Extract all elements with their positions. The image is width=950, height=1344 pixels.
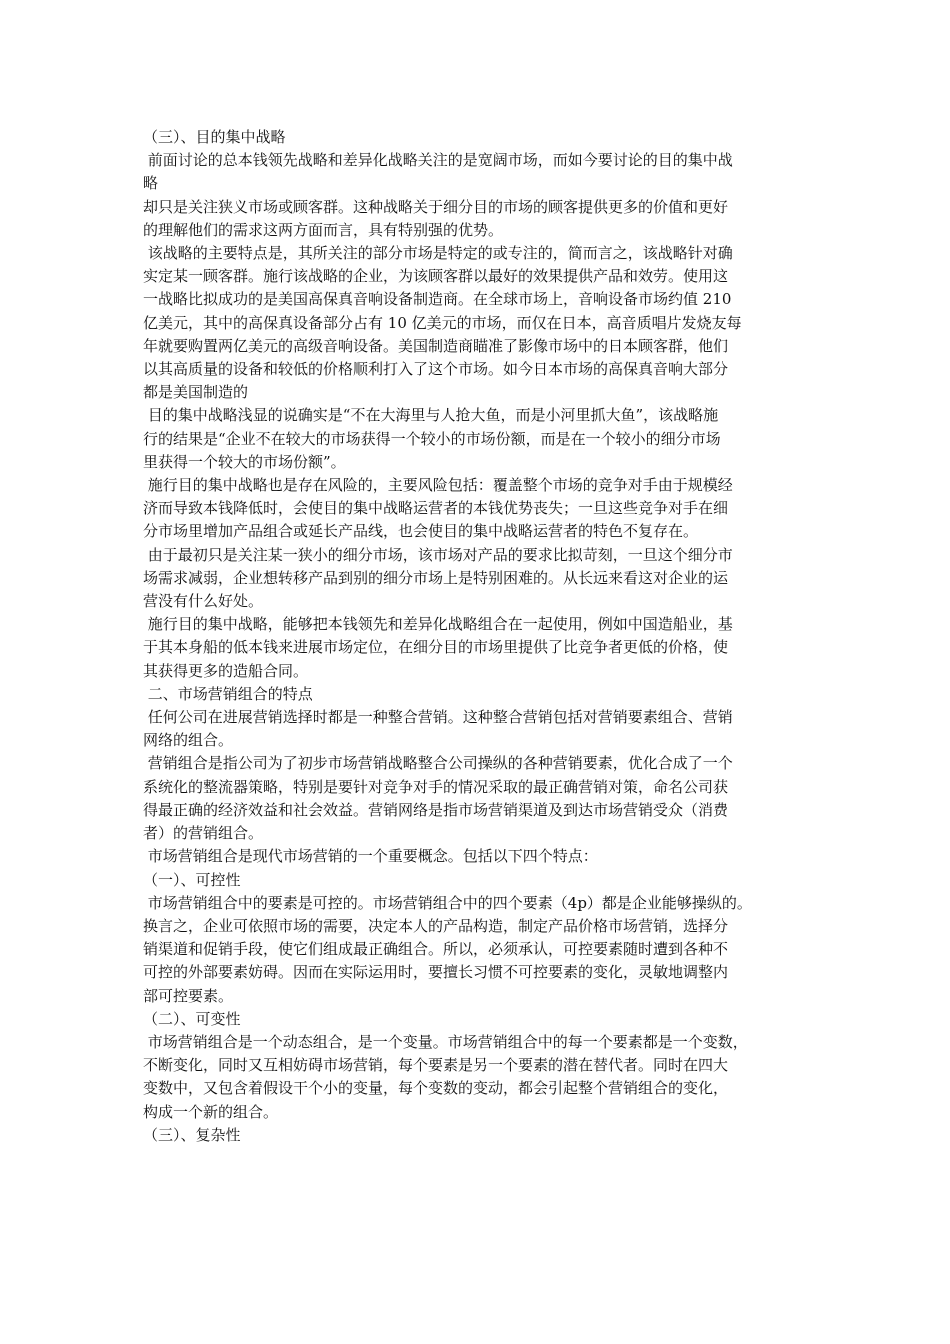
- paragraph-line: 者）的营销组合。: [143, 824, 264, 843]
- section-heading: （二）、可变性: [143, 1009, 241, 1028]
- paragraph-line: 施行目的集中战略，能够把本钱领先和差异化战略组合在一起使用，例如中国造船业，基: [143, 615, 733, 634]
- paragraph-line: 一战略比拟成功的是美国高保真音响设备制造商。在全球市场上，音响设备市场约值 210: [143, 290, 732, 309]
- paragraph-line: 的理解他们的需求这两方面而言，具有特别强的优势。: [143, 220, 504, 239]
- paragraph-line: 由于最初只是关注某一狭小的细分市场，该市场对产品的要求比拟苛刻，一旦这个细分市: [143, 545, 733, 564]
- document-body: [143, 126, 823, 1147]
- paragraph-line: 施行目的集中战略也是存在风险的，主要风险包括：覆盖整个市场的竞争对手由于规模经: [143, 476, 733, 495]
- paragraph-line: 销渠道和促销手段，使它们组成最正确组合。所以，必须承认，可控要素随时遭到各种不: [143, 940, 729, 959]
- paragraph-line: 实定某一顾客群。施行该战略的企业，为该顾客群以最好的效果提供产品和效劳。使用这: [143, 267, 729, 286]
- paragraph-line: 都是美国制造的: [143, 383, 249, 402]
- paragraph-line: 分市场里增加产品组合或延长产品线，也会使目的集中战略运营者的特色不复存在。: [143, 522, 699, 541]
- paragraph-line: 换言之，企业可依照市场的需要，决定本人的产品构造，制定产品价格市场营销，选择分: [143, 916, 729, 935]
- paragraph-line: 行的结果是“企业不在较大的市场获得一个较小的市场份额，而是在一个较小的细分市场: [143, 429, 721, 448]
- paragraph-line: 系统化的整流器策略，特别是要针对竞争对手的情况采取的最正确营销对策，命名公司获: [143, 777, 729, 796]
- paragraph-line: 部可控要素。: [143, 986, 234, 1005]
- paragraph-line: 变数中，又包含着假设干个小的变量，每个变数的变动，都会引起整个营销组合的变化，: [143, 1079, 729, 1098]
- paragraph-line: 市场营销组合是一个动态组合，是一个变量。市场营销组合中的每一个要素都是一个变数，: [143, 1032, 748, 1051]
- paragraph-line: 市场营销组合中的要素是可控的。市场营销组合中的四个要素（4p）都是企业能够操纵的。: [143, 893, 752, 912]
- paragraph-line: 得最正确的经济效益和社会效益。营销网络是指市场营销渠道及到达市场营销受众（消费: [143, 800, 729, 819]
- paragraph-line: 济而导致本钱降低时，会使目的集中战略运营者的本钱优势丧失；一旦这些竞争对手在细: [143, 499, 729, 518]
- paragraph-line: 目的集中战略浅显的说确实是“不在大海里与人抢大鱼，而是小河里抓大鱼”，该战略施: [143, 406, 719, 425]
- paragraph-line: 可控的外部要素妨碍。因而在实际运用时，要擅长习惯不可控要素的变化，灵敏地调整内: [143, 963, 729, 982]
- paragraph-line: 营销组合是指公司为了初步市场营销战略整合公司操纵的各种营销要素，优化合成了一个: [143, 754, 733, 773]
- paragraph-line: 网络的组合。: [143, 731, 234, 750]
- paragraph-line: 于其本身船的低本钱来进展市场定位，在细分目的市场里提供了比竞争者更低的价格，使: [143, 638, 729, 657]
- paragraph-line: 其获得更多的造船合同。: [143, 661, 309, 680]
- paragraph-line: 构成一个新的组合。: [143, 1102, 279, 1121]
- section-heading: 二、市场营销组合的特点: [143, 684, 313, 703]
- section-heading: （三）、复杂性: [143, 1125, 241, 1144]
- paragraph-line: 市场营销组合是现代市场营销的一个重要概念。包括以下四个特点：: [143, 847, 598, 866]
- section-heading: （三）、目的集中战略: [143, 128, 286, 146]
- paragraph-line: 场需求减弱，企业想转移产品到别的细分市场上是特别困难的。从长远来看这对企业的运: [143, 568, 729, 587]
- paragraph-line: 年就要购置两亿美元的高级音响设备。美国制造商瞄准了影像市场中的日本顾客群，他们: [143, 336, 729, 355]
- paragraph-line: 略: [143, 174, 159, 193]
- paragraph-line: 任何公司在进展营销选择时都是一种整合营销。这种整合营销包括对营销要素组合、营销: [143, 708, 733, 727]
- paragraph-line: 前面讨论的总本钱领先战略和差异化战略关注的是宽阔市场，而如今要讨论的目的集中战: [143, 151, 733, 170]
- paragraph-line: 亿美元，其中的高保真设备部分占有 10 亿美元的市场，而仅在日本，高音质唱片发烧友每: [143, 313, 742, 332]
- paragraph-line: 营没有什么好处。: [143, 592, 264, 611]
- paragraph-line: 却只是关注狭义市场或顾客群。这种战略关于细分目的市场的顾客提供更多的价值和更好: [143, 197, 729, 216]
- section-heading: （一）、可控性: [143, 870, 241, 889]
- paragraph-line: 里获得一个较大的市场份额”。: [143, 452, 346, 471]
- paragraph-line: 不断变化，同时又互相妨碍市场营销，每个要素是另一个要素的潜在替代者。同时在四大: [143, 1056, 729, 1075]
- paragraph-line: 该战略的主要特点是，其所关注的部分市场是特定的或专注的，简而言之，该战略针对确: [143, 244, 733, 263]
- paragraph-line: 以其高质量的设备和较低的价格顺利打入了这个市场。如今日本市场的高保真音响大部分: [143, 360, 729, 379]
